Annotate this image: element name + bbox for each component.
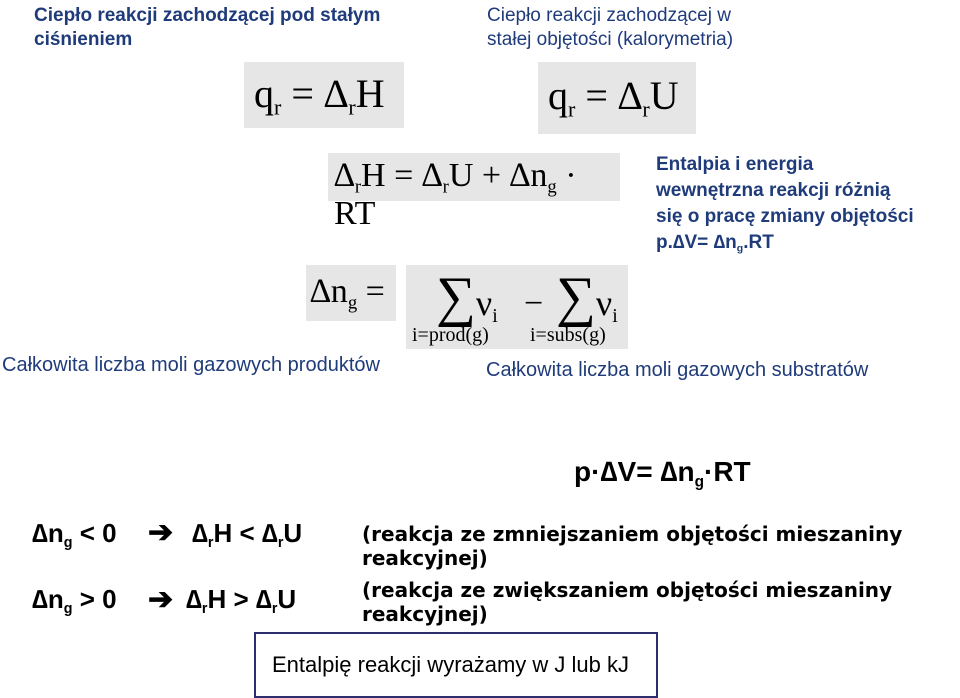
- equation-delta-ng: $\Delta n_g$ =: [306, 265, 396, 321]
- arrow-right-icon: ➔: [148, 516, 174, 549]
- note-line4: [656, 230, 956, 263]
- sum-subs-term: $\sum\nu_i$: [556, 266, 618, 328]
- units-box: [254, 632, 658, 698]
- case-less: $\Delta n_g < 0$: [32, 518, 117, 551]
- note-line4-end: .RT: [743, 232, 774, 253]
- note-line4-sub: g: [736, 243, 744, 255]
- equation-qr-u-text: q: [548, 73, 568, 118]
- note-block: [656, 152, 956, 263]
- left-header: [34, 4, 434, 52]
- equation-qr-enthalpy: $q_r = \Delta_rH$: [244, 62, 404, 128]
- case-less-description: (reakcja ze zmniejszaniem objętości mieszaniny reakcyjnej): [362, 522, 903, 570]
- equation-qr-h-text: q: [254, 71, 274, 116]
- right-header-line2: stałej objętości (kalorymetria): [487, 29, 734, 50]
- sum-subs-label: i=subs(g): [530, 324, 606, 346]
- sum-prod-term: $\sum\nu_i$: [436, 266, 498, 328]
- case-greater-result: $\Delta_rH > \Delta_rU$: [186, 584, 297, 617]
- caption-substrates: Całkowita liczba moli gazowych substratów: [486, 359, 869, 381]
- caption-products: Całkowita liczba moli gazowych produktów: [2, 354, 380, 376]
- note-line4-main: p.∆V= ∆n: [656, 232, 737, 253]
- right-header-line1: Ciepło reakcji zachodzącej w: [487, 5, 731, 26]
- equation-work: $p\cdot\Delta V= \Delta n_g\cdot RT$: [574, 456, 751, 491]
- equation-sum: [406, 265, 628, 349]
- note-line2: wewnętrzna reakcji różnią: [656, 180, 891, 201]
- left-header-text: Ciepło reakcji zachodzącej pod stałym ciśnieniem: [34, 5, 381, 50]
- case-less-result: $\Delta_rH < \Delta_rU$: [192, 518, 303, 551]
- case-greater-description: (reakcja ze zwiększaniem objętości mieszaniny reakcyjnej): [362, 578, 893, 626]
- case-greater: $\Delta n_g > 0$: [32, 584, 117, 617]
- equation-enthalpy-energy: $\Delta_rH = \Delta_rU + \Delta n_g$ · RT: [328, 153, 620, 201]
- equation-qr-energy: $q_r = \Delta_rU$: [538, 62, 696, 134]
- note-line1: Entalpia i energia: [656, 154, 814, 175]
- sum-minus: −: [524, 285, 544, 322]
- sum-prod-label: i=prod(g): [412, 324, 489, 346]
- units-text: Entalpię reakcji wyrażamy w J lub kJ: [272, 652, 630, 677]
- right-header: [487, 4, 887, 52]
- arrow-right-icon: ➔: [148, 583, 174, 616]
- note-line3: się o pracę zmiany objętości: [656, 206, 914, 227]
